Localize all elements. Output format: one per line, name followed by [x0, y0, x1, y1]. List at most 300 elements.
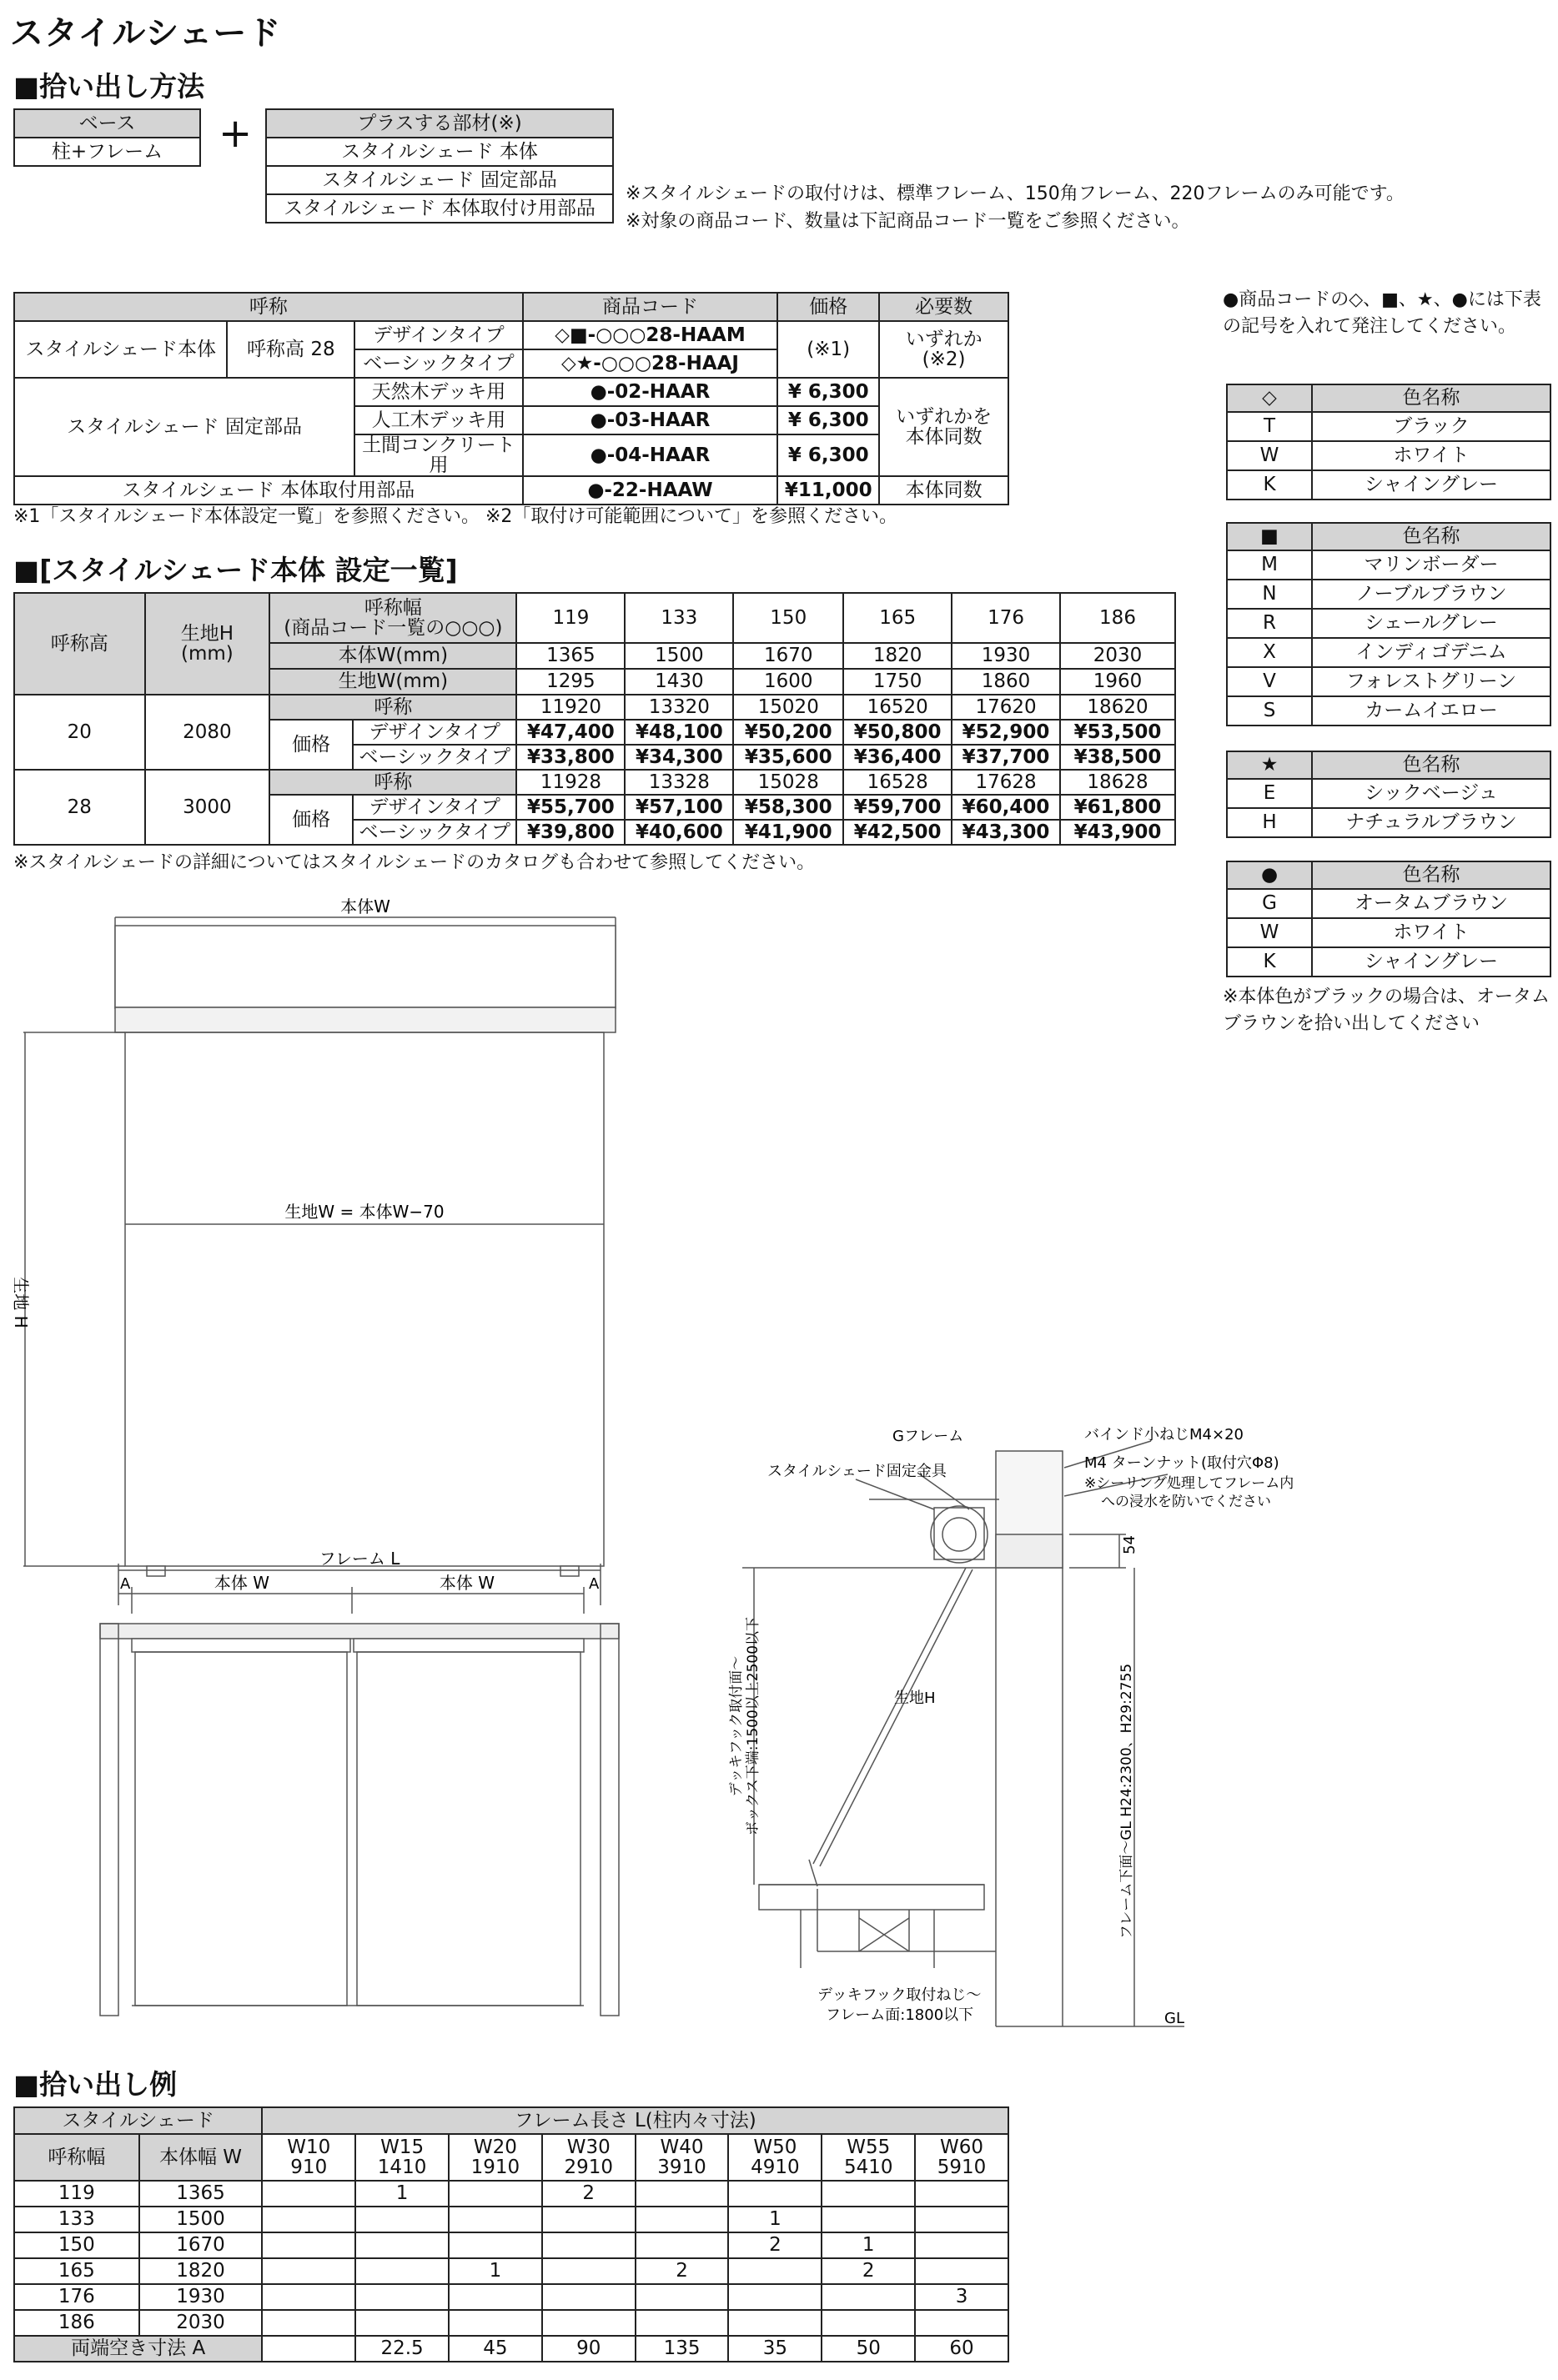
- color-name: ホワイト: [1312, 441, 1550, 470]
- width-cell: 150: [733, 593, 843, 643]
- type-cell: 天然木デッキ用: [354, 378, 523, 406]
- price-cell: ¥61,800: [1060, 795, 1175, 820]
- qty-cell: [262, 2232, 355, 2258]
- method-heading: ■拾い出し方法: [13, 70, 205, 103]
- price-cell: ¥36,400: [843, 745, 952, 770]
- qty-cell: 2: [822, 2258, 915, 2284]
- price-cell: ¥60,400: [952, 795, 1060, 820]
- qty-cell: [915, 2232, 1008, 2258]
- settings-heading: ■[スタイルシェード本体 設定一覧]: [13, 554, 458, 586]
- fabric-line: [813, 1568, 966, 1864]
- shade-box: [931, 1506, 988, 1563]
- price-label: 価格: [269, 720, 353, 770]
- body-w-cell: 1820: [843, 643, 952, 669]
- gap-label: 両端空き寸法 A: [14, 2336, 262, 2362]
- h-height: 呼称高: [14, 593, 145, 695]
- frame-code: W60: [940, 2136, 984, 2158]
- table-row: [14, 2232, 1008, 2258]
- color-code: W: [1227, 918, 1312, 947]
- qty-cell: [636, 2207, 729, 2232]
- group-header: スタイルシェード: [14, 2107, 262, 2134]
- frame-len: 3910: [657, 2157, 706, 2178]
- gl-label: GL: [1164, 2010, 1184, 2027]
- method-note: ※スタイルシェードの取付けは、標準フレーム、150角フレーム、220フレームのみ可能です。: [626, 183, 1405, 204]
- color-code: E: [1227, 779, 1312, 808]
- qty-cell: [355, 2207, 449, 2232]
- color-header: 色名称: [1312, 523, 1550, 550]
- gap-cell: 90: [542, 2336, 636, 2362]
- h-width: [269, 593, 516, 643]
- price-label: 価格: [269, 795, 353, 845]
- color-name: シャイングレー: [1312, 470, 1550, 500]
- dim-body-w: 本体W: [340, 896, 390, 916]
- frame-col: [822, 2134, 915, 2181]
- row-width: 150: [14, 2232, 139, 2258]
- box-cover: [115, 926, 616, 1007]
- settings-note: ※スタイルシェードの詳細についてはスタイルシェードのカタログも合わせて参照してください。: [13, 852, 816, 873]
- type-cell: デザインタイプ: [354, 321, 523, 349]
- add-item: スタイルシェード 固定部品: [266, 166, 613, 194]
- code-cell: ●-22-HAAW: [523, 476, 778, 505]
- hook-label: デッキフック取付面〜: [728, 1655, 745, 1797]
- code-label: 呼称: [269, 770, 516, 795]
- screw-label: フレーム面:1800以下: [826, 2006, 974, 2024]
- frame-code: W30: [566, 2136, 611, 2158]
- color-symbol: ■: [1227, 523, 1312, 550]
- type-cell: 人工木デッキ用: [354, 406, 523, 434]
- price-cell: ¥35,600: [733, 745, 843, 770]
- color-name: ホワイト: [1312, 918, 1550, 947]
- color-name: オータムブラウン: [1312, 889, 1550, 918]
- frame-col: [449, 2134, 542, 2181]
- fabric-panel: [135, 1652, 347, 2006]
- frame-len: 2910: [564, 2157, 613, 2178]
- color-name: フォレストグリーン: [1312, 667, 1550, 696]
- code-cell: ◇■-○○○28-HAAM: [523, 321, 778, 349]
- fabric-w-cell: 1860: [952, 669, 1060, 695]
- box-bottom: [115, 1007, 616, 1032]
- group-fabric-h: 3000: [145, 770, 270, 845]
- h-fabric-line: (mm): [181, 643, 234, 665]
- qty-cell: [262, 2310, 355, 2336]
- qty-cell: 1: [449, 2258, 542, 2284]
- width-cell: 119: [516, 593, 625, 643]
- hook-label: ボックス下端:1500以上2500以下: [745, 1616, 761, 1836]
- qty-cell: [262, 2258, 355, 2284]
- qty-cell: [262, 2284, 355, 2310]
- frame-col: [728, 2134, 822, 2181]
- row-body: 2030: [139, 2310, 263, 2336]
- color-table-circle: [1226, 861, 1551, 977]
- qty-cell: [355, 2232, 449, 2258]
- code-cell: ●-02-HAAR: [523, 378, 778, 406]
- gap-cell: 50: [822, 2336, 915, 2362]
- h-fabric-line: 生地H: [180, 622, 234, 645]
- group-height: 28: [14, 770, 145, 845]
- qty-cell: 2: [542, 2181, 636, 2207]
- color-symbol: ★: [1227, 751, 1312, 779]
- base-header: ベース: [14, 109, 200, 138]
- color-code: V: [1227, 667, 1312, 696]
- frame-len: 910: [290, 2157, 328, 2178]
- color-name: ナチュラルブラウン: [1312, 808, 1550, 837]
- frame-col: [915, 2134, 1008, 2181]
- price-cell: ¥11,000: [777, 476, 879, 505]
- color-code: K: [1227, 947, 1312, 977]
- qty-cell: [542, 2310, 636, 2336]
- width-cell: 165: [843, 593, 952, 643]
- screw-label: デッキフック取付ねじ〜: [817, 1986, 982, 2004]
- qty-cell: [822, 2284, 915, 2310]
- code-cell: 11928: [516, 770, 625, 795]
- frame-beam: [100, 1624, 619, 1639]
- body-name: スタイルシェード本体: [14, 321, 227, 378]
- qty-cell: [449, 2232, 542, 2258]
- color-name: カームイエロー: [1312, 696, 1550, 726]
- price-cell: ¥40,600: [625, 820, 733, 845]
- code-cell: 13328: [625, 770, 733, 795]
- color-note: ※本体色がブラックの場合は、オータムブラウンを拾い出してください: [1223, 987, 1550, 1034]
- qty-cell: [915, 2181, 1008, 2207]
- row-width: 186: [14, 2310, 139, 2336]
- color-code: S: [1227, 696, 1312, 726]
- a-label: A: [589, 1575, 600, 1593]
- qty-cell: 2: [636, 2258, 729, 2284]
- qty-cell: [915, 2310, 1008, 2336]
- price-cell: ¥34,300: [625, 745, 733, 770]
- qty-cell: [822, 2310, 915, 2336]
- product-code-table: [13, 292, 1009, 505]
- color-code: X: [1227, 638, 1312, 667]
- col-header: 呼称: [14, 293, 523, 321]
- qty-line: (※2): [922, 349, 966, 370]
- method-notes: [626, 180, 1405, 235]
- color-header: 色名称: [1312, 861, 1550, 889]
- base-item: 柱+フレーム: [14, 138, 200, 166]
- nut-label: M4 ターンナット(取付穴Φ8): [1084, 1454, 1279, 1472]
- gap-cell: [262, 2336, 355, 2362]
- width-cell: 133: [625, 593, 733, 643]
- body-w-label: 本体 W: [214, 1573, 270, 1593]
- qty-cell: [542, 2284, 636, 2310]
- base-table: [13, 108, 201, 167]
- basic-label: ベーシックタイプ: [353, 820, 516, 845]
- frame-col: [636, 2134, 729, 2181]
- section-diagram: [684, 1409, 1294, 2043]
- plus-sign: +: [219, 110, 253, 157]
- qty-cell: 1: [822, 2232, 915, 2258]
- seal-label: ※シーリング処理してフレーム内: [1084, 1475, 1294, 1492]
- gap-cell: 135: [636, 2336, 729, 2362]
- design-label: デザインタイプ: [353, 795, 516, 820]
- add-parts-table: [265, 108, 614, 223]
- gap-cell: 60: [915, 2336, 1008, 2362]
- code-cell: 16520: [843, 695, 952, 720]
- color-code: M: [1227, 550, 1312, 580]
- qty-line: 本体同数: [905, 426, 983, 449]
- frame-col: [355, 2134, 449, 2181]
- qty-cell: 本体同数: [879, 476, 1008, 505]
- color-name: マリンボーダー: [1312, 550, 1550, 580]
- qty-cell: [449, 2284, 542, 2310]
- qty-cell: [636, 2232, 729, 2258]
- row-body: 1930: [139, 2284, 263, 2310]
- table-row: [14, 2284, 1008, 2310]
- add-item: スタイルシェード 本体: [266, 138, 613, 166]
- color-header: 色名称: [1312, 384, 1550, 412]
- qty-cell: [355, 2310, 449, 2336]
- price-cell: ¥43,900: [1060, 820, 1175, 845]
- price-cell: ¥57,100: [625, 795, 733, 820]
- color-name: インディゴデニム: [1312, 638, 1550, 667]
- price-cell: ¥37,700: [952, 745, 1060, 770]
- fabric-w-cell: 1295: [516, 669, 625, 695]
- qty-cell: 3: [915, 2284, 1008, 2310]
- qty-cell: [542, 2258, 636, 2284]
- body-w-label: 本体 W: [439, 1573, 495, 1593]
- price-cell: ¥33,800: [516, 745, 625, 770]
- qty-cell: 2: [728, 2232, 822, 2258]
- qty-cell: 1: [728, 2207, 822, 2232]
- h-width-line: (商品コード一覧の○○○): [284, 617, 503, 639]
- color-code: R: [1227, 609, 1312, 638]
- group-fabric-h: 2080: [145, 695, 270, 770]
- row-fabric-label: 生地W(mm): [269, 669, 516, 695]
- example-heading: ■拾い出し例: [13, 2068, 178, 2101]
- qty-cell: [728, 2258, 822, 2284]
- qty-cell: [542, 2232, 636, 2258]
- body-w-cell: 1365: [516, 643, 625, 669]
- qty-cell: [915, 2258, 1008, 2284]
- color-code: G: [1227, 889, 1312, 918]
- group-height: 20: [14, 695, 145, 770]
- code-cell: 18620: [1060, 695, 1175, 720]
- g-frame-label: Gフレーム: [892, 1428, 964, 1445]
- frame-code: W40: [660, 2136, 704, 2158]
- add-item: スタイルシェード 本体取付け用部品: [266, 194, 613, 223]
- qty-cell: [636, 2284, 729, 2310]
- color-table-star: [1226, 751, 1551, 838]
- color-symbol: ●: [1227, 861, 1312, 889]
- fabric-w-cell: 1430: [625, 669, 733, 695]
- qty-cell: [822, 2207, 915, 2232]
- price-cell: ¥48,100: [625, 720, 733, 745]
- row-width: 176: [14, 2284, 139, 2310]
- qty-cell: [262, 2181, 355, 2207]
- qty-cell: [636, 2310, 729, 2336]
- code-cell: ●-04-HAAR: [523, 434, 778, 476]
- plan-view-diagram: [92, 1547, 642, 2031]
- frame-len: 5910: [937, 2157, 987, 2178]
- price-cell: ¥53,500: [1060, 720, 1175, 745]
- code-cell: 18628: [1060, 770, 1175, 795]
- fabric-w-cell: 1750: [843, 669, 952, 695]
- frame-l-label: フレーム L: [319, 1549, 400, 1569]
- color-name: シックベージュ: [1312, 779, 1550, 808]
- code-label: 呼称: [269, 695, 516, 720]
- example-table: [13, 2106, 1009, 2362]
- frame-code: W20: [473, 2136, 517, 2158]
- settings-table: [13, 592, 1176, 846]
- post-right: [601, 1624, 619, 2016]
- method-note: ※対象の商品コード、数量は下記商品コード一覧をご参照ください。: [626, 211, 1190, 232]
- price-cell: ¥ 6,300: [777, 378, 879, 406]
- mount-name: スタイルシェード 本体取付用部品: [14, 476, 523, 505]
- qty-cell: [542, 2207, 636, 2232]
- design-label: デザインタイプ: [353, 720, 516, 745]
- row-body: 1365: [139, 2181, 263, 2207]
- frame-len: 1410: [377, 2157, 427, 2178]
- fabric-panel: [357, 1652, 580, 2006]
- body-w-cell: 1670: [733, 643, 843, 669]
- product-footnote: ※1「スタイルシェード本体設定一覧」を参照ください。 ※2「取付け可能範囲について」を参照ください。: [13, 506, 897, 527]
- a-label: A: [120, 1575, 131, 1593]
- qty-cell: 1: [355, 2181, 449, 2207]
- add-header: プラスする部材(※): [266, 109, 613, 138]
- deck-board: [759, 1885, 984, 1910]
- frame-code: W50: [753, 2136, 797, 2158]
- qty-cell: [449, 2181, 542, 2207]
- basic-label: ベーシックタイプ: [353, 745, 516, 770]
- front-view-diagram: [0, 892, 634, 1534]
- col-header: 価格: [777, 293, 879, 321]
- frame-code: W15: [380, 2136, 425, 2158]
- frame-code: W55: [847, 2136, 891, 2158]
- row-width: 133: [14, 2207, 139, 2232]
- price-cell: ¥ 6,300: [777, 434, 879, 476]
- qty-cell: [449, 2310, 542, 2336]
- color-code: K: [1227, 470, 1312, 500]
- color-intro: ●商品コードの◇、■、★、●には下表の記号を入れて発注してください。: [1223, 289, 1541, 337]
- qty-cell: [728, 2181, 822, 2207]
- width-cell: 176: [952, 593, 1060, 643]
- code-cell: 13320: [625, 695, 733, 720]
- type-cell: 土間コンクリート用: [354, 434, 523, 476]
- box: [132, 1639, 350, 1652]
- body-height: 呼称高 28: [227, 321, 354, 378]
- qty-cell: [879, 321, 1008, 378]
- table-row: [14, 2207, 1008, 2232]
- price-cell: ¥ 6,300: [777, 406, 879, 434]
- price-cell: ¥59,700: [843, 795, 952, 820]
- fabric-panel: [125, 1032, 604, 1566]
- code-cell: ◇★-○○○28-HAAJ: [523, 349, 778, 378]
- code-cell: 17628: [952, 770, 1060, 795]
- frame-len: 4910: [751, 2157, 800, 2178]
- code-cell: 11920: [516, 695, 625, 720]
- frame-code: W10: [287, 2136, 331, 2158]
- post-left: [100, 1624, 118, 2016]
- qty-cell: [262, 2207, 355, 2232]
- fix-label: スタイルシェード固定金具: [767, 1463, 947, 1480]
- table-row: [14, 2310, 1008, 2336]
- color-symbol: ◇: [1227, 384, 1312, 412]
- col-body: 本体幅 W: [139, 2134, 263, 2181]
- color-code: N: [1227, 580, 1312, 609]
- body-w-cell: 1930: [952, 643, 1060, 669]
- bind-label: バインド小ねじM4×20: [1084, 1426, 1244, 1444]
- price-cell: ¥38,500: [1060, 745, 1175, 770]
- row-body-label: 本体W(mm): [269, 643, 516, 669]
- qty-line: いずれかを: [896, 406, 993, 428]
- fabric-w-cell: 1960: [1060, 669, 1175, 695]
- color-code: H: [1227, 808, 1312, 837]
- code-cell: ●-03-HAAR: [523, 406, 778, 434]
- table-row: [14, 2181, 1008, 2207]
- gap-cell: 22.5: [355, 2336, 449, 2362]
- table-row: [14, 2258, 1008, 2284]
- gap-cell: 45: [449, 2336, 542, 2362]
- color-header: 色名称: [1312, 751, 1550, 779]
- fix-name: スタイルシェード 固定部品: [14, 378, 354, 476]
- price-cell: ¥55,700: [516, 795, 625, 820]
- dim-fabric-h: 生地 H: [11, 1277, 31, 1328]
- h-fabric: [145, 593, 270, 695]
- qty-cell: [355, 2284, 449, 2310]
- qty-cell: [879, 378, 1008, 476]
- code-cell: 15028: [733, 770, 843, 795]
- frame-len: 1910: [470, 2157, 520, 2178]
- color-name: ブラック: [1312, 412, 1550, 441]
- fabric-h-label: 生地H: [894, 1690, 936, 1707]
- qty-cell: [728, 2310, 822, 2336]
- price-cell: ¥58,300: [733, 795, 843, 820]
- frame-col: [262, 2134, 355, 2181]
- price-cell: ¥47,400: [516, 720, 625, 745]
- col-header: 必要数: [879, 293, 1008, 321]
- code-cell: 17620: [952, 695, 1060, 720]
- h-width-line: 呼称幅: [364, 596, 422, 619]
- body-w-cell: 2030: [1060, 643, 1175, 669]
- color-name: シェールグレー: [1312, 609, 1550, 638]
- dim-54-label: 54: [1121, 1535, 1138, 1554]
- col-width: 呼称幅: [14, 2134, 139, 2181]
- price-cell: ¥41,900: [733, 820, 843, 845]
- dim-fabric-w: 生地W = 本体W−70: [284, 1202, 445, 1222]
- qty-cell: [449, 2207, 542, 2232]
- color-code: T: [1227, 412, 1312, 441]
- code-cell: 15020: [733, 695, 843, 720]
- color-table-square: [1226, 522, 1551, 726]
- price-cell: ¥50,800: [843, 720, 952, 745]
- gap-cell: 35: [728, 2336, 822, 2362]
- color-name: シャイングレー: [1312, 947, 1550, 977]
- qty-cell: [355, 2258, 449, 2284]
- qty-cell: [728, 2284, 822, 2310]
- price-cell: ¥43,300: [952, 820, 1060, 845]
- price-cell: ¥52,900: [952, 720, 1060, 745]
- page-title: スタイルシェード: [10, 14, 282, 53]
- frame-col: [542, 2134, 636, 2181]
- price-cell: (※1): [777, 321, 879, 378]
- fabric-w-cell: 1600: [733, 669, 843, 695]
- frame-header: フレーム長さ L(柱内々寸法): [262, 2107, 1008, 2134]
- row-body: 1820: [139, 2258, 263, 2284]
- type-cell: ベーシックタイプ: [354, 349, 523, 378]
- color-table-diamond: [1226, 384, 1551, 500]
- row-body: 1500: [139, 2207, 263, 2232]
- box: [354, 1639, 584, 1652]
- price-cell: ¥42,500: [843, 820, 952, 845]
- color-code: W: [1227, 441, 1312, 470]
- body-w-cell: 1500: [625, 643, 733, 669]
- price-cell: ¥50,200: [733, 720, 843, 745]
- qty-cell: [636, 2181, 729, 2207]
- qty-cell: [822, 2181, 915, 2207]
- seal-label: への浸水を防いでください: [1101, 1494, 1271, 1510]
- col-header: 商品コード: [523, 293, 778, 321]
- code-cell: 16528: [843, 770, 952, 795]
